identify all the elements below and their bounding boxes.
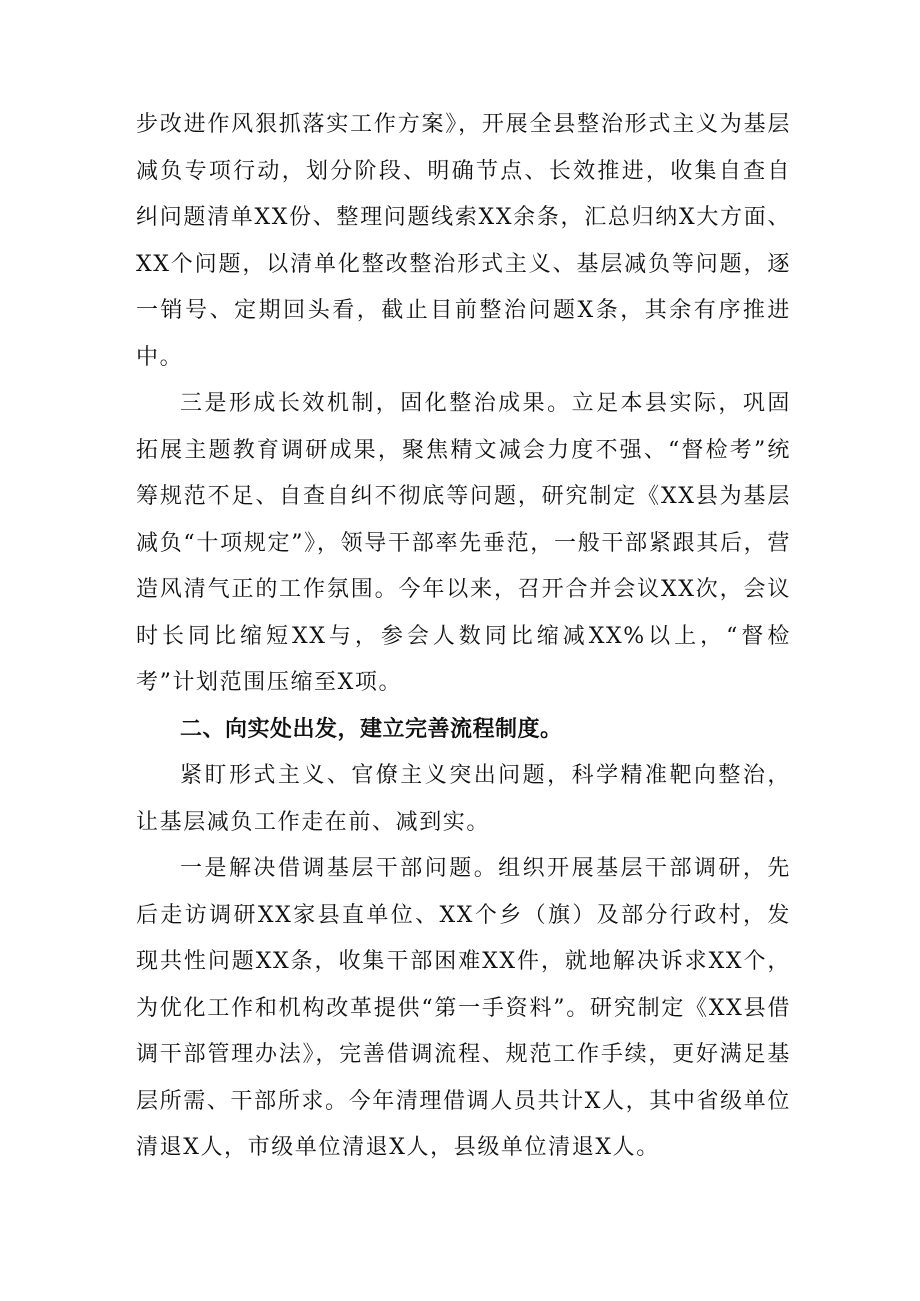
- paragraph-point-three: 三是形成长效机制，固化整治成果。立足本县实际，巩固拓展主题教育调研成果，聚焦精文减会力度不强、“督检考”统筹规范不足、自查自纠不彻底等问题，研究制定《XX县为基层减负“十项规定”》，领导干部率先垂范，一般干部紧跟其后，营造风清气正的工作氛围。今年以来，召开合并会议XX次，会议时长同比缩短XX与，参会人数同比缩减XX%以上，“督检考”计划范围压缩至X项。: [136, 391, 791, 695]
- paragraph-continuation: 步改进作风狠抓落实工作方案》，开展全县整治形式主义为基层减负专项行动，划分阶段、明确节点、长效推进，收集自查自纠问题清单XX份、整理问题线索XX余条，汇总归纳X大方面、XX个问题，以清单化整改整治形式主义、基层减负等问题，逐一销号、定期回头看，截止目前整治问题X条，其余有序推进中。: [136, 112, 791, 370]
- paragraph-section-intro: 紧盯形式主义、官僚主义突出问题，科学精准靶向整治，让基层减负工作走在前、减到实。: [136, 763, 791, 835]
- document-page: [136, 102, 791, 1172]
- section-heading-two: 二、向实处出发，建立完善流程制度。: [180, 716, 563, 742]
- paragraph-point-one: 一是解决借调基层干部问题。组织开展基层干部调研，先后走访调研XX家县直单位、XX个乡（旗）及部分行政村，发现共性问题XX条，收集干部困难XX件，就地解决诉求XX个，为优化工作和机构改革提供“第一手资料”。研究制定《XX县借调干部管理办法》，完善借调流程、规范工作手续，更好满足基层所需、干部所求。今年清理借调人员共计X人，其中省级单位清退X人，市级单位清退X人，县级单位清退X人。: [136, 856, 791, 1160]
